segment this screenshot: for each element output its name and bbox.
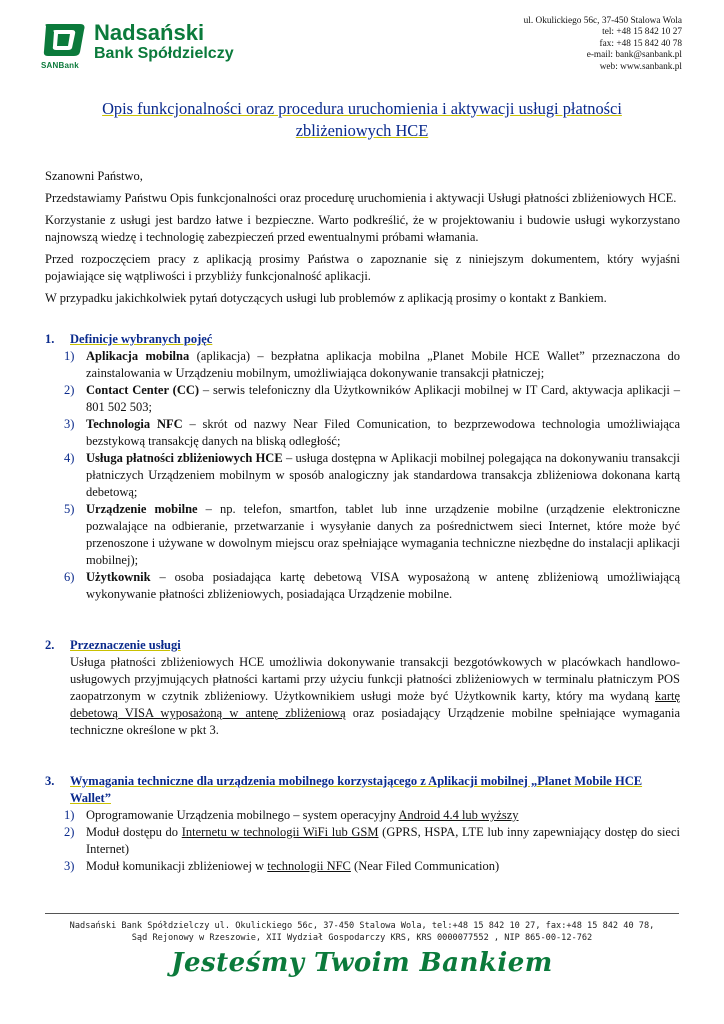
list-item <box>64 501 680 569</box>
term: Contact Center (CC) <box>86 383 200 397</box>
item-text: (Near Filed Communication) <box>350 859 500 873</box>
contact-block <box>524 16 682 73</box>
body-text: oraz posiadający Urządzenie mobilne spełniające wymagania techniczne określone w pkt 3. <box>70 706 680 737</box>
footer-slogan: Jesteśmy Twoim Bankiem <box>171 948 553 978</box>
list-item <box>64 450 681 501</box>
definition: – np. telefon, smartfon, tablet lub inne urządzenie mobilne (urządzenie elektroniczne pozwalające na odbieranie, przetwarzanie i wysyłanie danych za pośrednictwem sieci Internet, które może być przenoszone i używane w dowolnym miejscu oraz spełniające wymagania techniczne niezbędne do instalacji aplikacji mobilnej); <box>86 502 680 567</box>
term: Urządzenie mobilne <box>86 502 198 516</box>
requirements-list <box>45 807 680 875</box>
list-item <box>64 824 681 858</box>
section-number: 2. <box>45 638 55 652</box>
footer-divider <box>45 913 679 914</box>
definition: (aplikacja) – bezpłatna aplikacja mobilna „Planet Mobile HCE Wallet” przeznaczona do zainstalowania w Urządzeniu mobilnym, umożliwiająca dokonywanie transakcji płatniczej; <box>86 349 681 380</box>
list-item <box>64 858 680 875</box>
intro-paragraph-2: Korzystanie z usługi jest bardzo łatwe i bezpieczne. Warto podkreślić, że w projektowaniu i budowie usługi wykorzystano najnowszą wiedzę i technologię zabezpieczeń przed ewentualnymi próbami włamania. <box>45 213 680 244</box>
list-item <box>64 416 680 450</box>
footer <box>45 920 679 944</box>
contact-email: e-mail: bank@sanbank.pl <box>586 50 682 61</box>
section-heading <box>45 773 680 807</box>
item-link: Internetu w technologii WiFi lub GSM <box>181 825 379 839</box>
list-number: 3) <box>64 859 75 873</box>
brand-tag: SANBank <box>41 61 79 70</box>
brand-name-line1: Nadsański <box>94 20 205 45</box>
footer-line-1: Nadsański Bank Spółdzielczy ul. Okulickiego 56c, 37-450 Stalowa Wola, tel:+48 15 842 10 27, fax:+48 15 842 40 78, <box>69 921 655 931</box>
item-text: Moduł dostępu do <box>86 825 182 839</box>
section-purpose <box>45 637 680 739</box>
item-text: Oprogramowanie Urządzenia mobilnego – system operacyjny <box>86 808 399 822</box>
contact-fax: fax: +48 15 842 40 78 <box>599 38 682 49</box>
list-number: 4) <box>64 451 75 465</box>
term: Aplikacja mobilna <box>86 349 190 363</box>
greeting: Szanowni Państwo, <box>45 169 143 183</box>
card-link: kartę debetową VISA wyposażoną w antenę zbliżeniową <box>70 689 680 720</box>
item-text: Moduł komunikacji zbliżeniowej w <box>86 859 268 873</box>
list-number: 1) <box>64 349 75 363</box>
term: Użytkownik <box>86 570 151 584</box>
item-link: technologii NFC <box>267 859 351 873</box>
definitions-list <box>45 348 680 603</box>
list-item <box>64 382 680 416</box>
list-number: 3) <box>64 417 75 431</box>
list-number: 6) <box>64 570 75 584</box>
list-number: 1) <box>64 808 75 822</box>
section-definitions <box>45 331 680 603</box>
term: Usługa płatności zbliżeniowych HCE <box>86 451 283 465</box>
document-title <box>60 98 664 142</box>
list-item <box>64 569 680 603</box>
definition: – osoba posiadająca kartę debetową VISA wyposażoną w antenę zbliżeniową umożliwiającą wykonywanie płatności zbliżeniowych, posiadająca Urządzenie mobilne. <box>86 570 680 601</box>
section-number: 1. <box>45 332 55 346</box>
section-requirements <box>45 773 680 875</box>
definition: – skrót od nazwy Near Filed Comunication, to bezprzewodowa technologia umożliwiająca bezstykową transakcję danych na bliską odległość; <box>86 417 680 448</box>
list-number: 5) <box>64 502 75 516</box>
logo-mark-icon <box>40 22 88 58</box>
list-number: 2) <box>64 825 75 839</box>
intro-paragraph-4: W przypadku jakichkolwiek pytań dotyczących usługi lub problemów z aplikacją prosimy o kontakt z Bankiem. <box>45 291 607 305</box>
section-heading <box>45 331 680 348</box>
contact-web: web: www.sanbank.pl <box>599 61 682 72</box>
list-item <box>64 348 681 382</box>
section-heading-text: Przeznaczenie usługi <box>70 638 181 652</box>
document-title-text: Opis funkcjonalności oraz procedura uruchomienia i aktywacji usługi płatności zbliżeniowych HCE <box>102 99 622 140</box>
intro-paragraph-3: Przed rozpoczęciem pracy z aplikacją prosimy Państwa o zapoznanie się z niniejszym dokumentem, który wyjaśni pojawiające się wątpliwości i przybliży funkcjonalność aplikacji. <box>45 252 680 283</box>
section-number: 3. <box>45 774 55 788</box>
section-body <box>45 654 680 739</box>
item-link: Android 4.4 lub wyższy <box>398 808 519 822</box>
definition: – serwis telefoniczny dla Użytkowników Aplikacji mobilnej w IT Card, aktywacja aplikacji – 801 502 503; <box>86 383 680 414</box>
footer-line-2: Sąd Rejonowy w Rzeszowie, XII Wydział Gospodarczy KRS, KRS 0000077552 , NIP 865-00-12-762 <box>131 933 593 943</box>
list-number: 2) <box>64 383 75 397</box>
section-heading-text: Wymagania techniczne dla urządzenia mobilnego korzystającego z Aplikacji mobilnej „Planet Mobile HCE Wallet” <box>70 774 643 805</box>
document-body <box>45 168 680 875</box>
item-text: (GPRS, HSPA, LTE lub inny zapewniający dostęp do sieci Internet) <box>86 825 681 856</box>
section-heading-text: Definicje wybranych pojęć <box>70 332 213 346</box>
term: Technologia NFC <box>86 417 183 431</box>
body-text: Usługa płatności zbliżeniowych HCE umożliwia dokonywanie transakcji bezgotówkowych w placówkach handlowo-usługowych przyjmujących płatności kartami przy użyciu funkcji płatności zbliżeniowych w terminalu płatniczym POS zaopatrzonym w czytnik zbliżeniowy. Użytkownikiem usługi może być Użytkownik karty, który ma wydaną <box>70 655 680 703</box>
bank-logo <box>40 22 240 72</box>
definition: – usługa dostępna w Aplikacji mobilnej polegająca na dokonywaniu transakcji płatniczych Urządzeniem mobilnym w sposób analogiczny jak standardowa transakcja zbliżeniowa dokonana kartą debetową; <box>86 451 681 499</box>
intro-paragraph-1: Przedstawiamy Państwu Opis funkcjonalności oraz procedurę uruchomienia i aktywacji Usługi płatności zbliżeniowych HCE. <box>45 191 677 205</box>
section-heading <box>45 637 680 654</box>
brand-name-line2: Bank Spółdzielczy <box>94 45 234 62</box>
list-item <box>64 807 680 824</box>
contact-tel: tel: +48 15 842 10 27 <box>602 27 682 38</box>
contact-address: ul. Okulickiego 56c, 37-450 Stalowa Wola <box>523 16 682 26</box>
